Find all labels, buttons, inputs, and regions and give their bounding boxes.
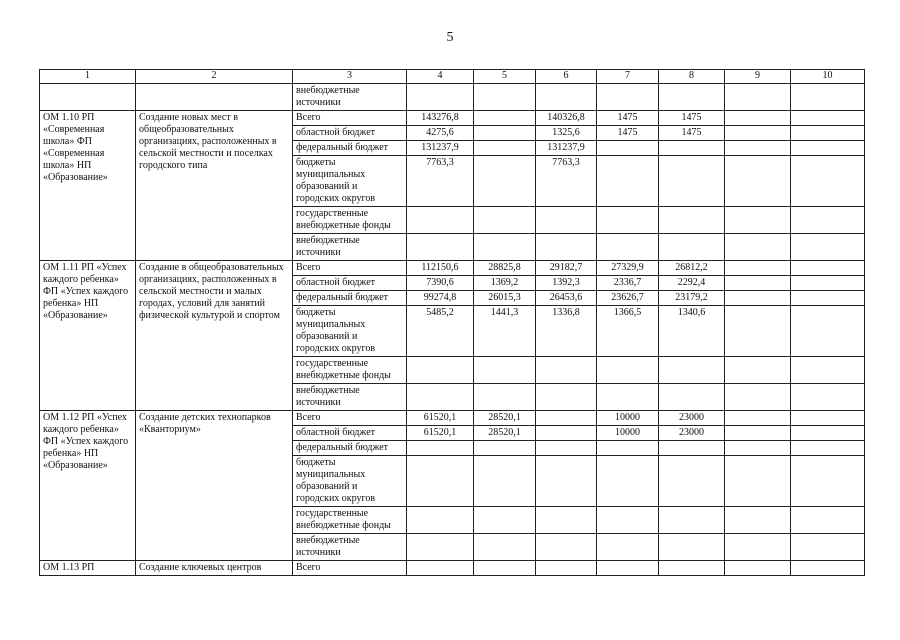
column-header: 4 [407, 70, 474, 84]
value-cell [791, 357, 865, 384]
value-cell [725, 411, 791, 426]
object-code: ОМ 1.11 РП «Успех каждого ребенка» ФП «Успех каждого ребенка» НП «Образование» [40, 261, 136, 411]
value-cell: 23000 [659, 426, 725, 441]
value-cell: 140326,8 [536, 111, 597, 126]
value-cell [659, 207, 725, 234]
value-cell [725, 234, 791, 261]
funding-source: бюджеты муниципальных образований и городских округов [293, 306, 407, 357]
value-cell [536, 84, 597, 111]
value-cell [536, 426, 597, 441]
value-cell: 10000 [597, 426, 659, 441]
value-cell: 1475 [659, 111, 725, 126]
value-cell [725, 141, 791, 156]
funding-source: областной бюджет [293, 126, 407, 141]
value-cell [791, 207, 865, 234]
value-cell [536, 234, 597, 261]
value-cell [725, 306, 791, 357]
value-cell [407, 561, 474, 576]
column-header: 6 [536, 70, 597, 84]
value-cell: 99274,8 [407, 291, 474, 306]
value-cell [536, 207, 597, 234]
value-cell [536, 411, 597, 426]
funding-source: Всего [293, 561, 407, 576]
value-cell [659, 234, 725, 261]
value-cell [659, 384, 725, 411]
value-cell [597, 561, 659, 576]
value-cell [474, 141, 536, 156]
value-cell: 61520,1 [407, 426, 474, 441]
value-cell: 1475 [659, 126, 725, 141]
value-cell [474, 126, 536, 141]
value-cell [659, 507, 725, 534]
value-cell [407, 357, 474, 384]
value-cell [725, 84, 791, 111]
value-cell: 28825,8 [474, 261, 536, 276]
funding-source: государственные внебюджетные фонды [293, 207, 407, 234]
value-cell [791, 261, 865, 276]
value-cell [725, 207, 791, 234]
value-cell [725, 111, 791, 126]
table-row [40, 111, 865, 126]
value-cell [791, 456, 865, 507]
value-cell: 23000 [659, 411, 725, 426]
value-cell [474, 534, 536, 561]
value-cell [791, 276, 865, 291]
value-cell [725, 384, 791, 411]
value-cell [725, 291, 791, 306]
value-cell [536, 561, 597, 576]
value-cell [791, 384, 865, 411]
value-cell [725, 126, 791, 141]
value-cell: 1475 [597, 126, 659, 141]
value-cell [407, 384, 474, 411]
column-header: 8 [659, 70, 725, 84]
value-cell [725, 441, 791, 456]
object-code: ОМ 1.13 РП [40, 561, 136, 576]
value-cell [791, 126, 865, 141]
value-cell [474, 357, 536, 384]
header-row [40, 70, 865, 84]
value-cell [659, 357, 725, 384]
value-cell: 26812,2 [659, 261, 725, 276]
value-cell [474, 234, 536, 261]
value-cell [407, 207, 474, 234]
value-cell: 10000 [597, 411, 659, 426]
value-cell [725, 426, 791, 441]
value-cell: 23626,7 [597, 291, 659, 306]
value-cell [791, 411, 865, 426]
value-cell [791, 507, 865, 534]
value-cell: 26453,6 [536, 291, 597, 306]
value-cell: 2336,7 [597, 276, 659, 291]
value-cell: 61520,1 [407, 411, 474, 426]
value-cell [474, 441, 536, 456]
funding-source: федеральный бюджет [293, 141, 407, 156]
funding-source: государственные внебюджетные фонды [293, 357, 407, 384]
value-cell: 1366,5 [597, 306, 659, 357]
value-cell [536, 357, 597, 384]
table-row [40, 561, 865, 576]
value-cell: 1475 [597, 111, 659, 126]
column-header: 2 [136, 70, 293, 84]
value-cell [725, 456, 791, 507]
value-cell [597, 534, 659, 561]
value-cell: 112150,6 [407, 261, 474, 276]
budget-table [39, 69, 865, 576]
value-cell: 7390,6 [407, 276, 474, 291]
value-cell: 1369,2 [474, 276, 536, 291]
value-cell: 1336,8 [536, 306, 597, 357]
funding-source: Всего [293, 111, 407, 126]
value-cell: 5485,2 [407, 306, 474, 357]
table-row [40, 261, 865, 276]
value-cell [474, 561, 536, 576]
object-code: ОМ 1.12 РП «Успех каждого ребенка» ФП «Успех каждого ребенка» НП «Образование» [40, 411, 136, 561]
value-cell [659, 534, 725, 561]
value-cell [725, 561, 791, 576]
value-cell [536, 534, 597, 561]
value-cell [659, 141, 725, 156]
value-cell [659, 456, 725, 507]
value-cell [597, 141, 659, 156]
value-cell [474, 207, 536, 234]
value-cell: 28520,1 [474, 411, 536, 426]
activity-description: Создание ключевых центров [136, 561, 293, 576]
funding-source: областной бюджет [293, 276, 407, 291]
value-cell [791, 234, 865, 261]
funding-source: внебюджетные источники [293, 234, 407, 261]
funding-source: Всего [293, 261, 407, 276]
value-cell [791, 84, 865, 111]
activity-description: Создание детских технопарков «Кванториум» [136, 411, 293, 561]
value-cell [597, 156, 659, 207]
value-cell [659, 84, 725, 111]
value-cell [791, 141, 865, 156]
column-header: 1 [40, 70, 136, 84]
value-cell [791, 156, 865, 207]
value-cell: 143276,8 [407, 111, 474, 126]
funding-source: внебюджетные источники [293, 534, 407, 561]
value-cell: 23179,2 [659, 291, 725, 306]
value-cell [536, 507, 597, 534]
value-cell [536, 384, 597, 411]
funding-source: федеральный бюджет [293, 291, 407, 306]
funding-source: бюджеты муниципальных образований и городских округов [293, 156, 407, 207]
value-cell [407, 456, 474, 507]
value-cell [791, 441, 865, 456]
value-cell [474, 84, 536, 111]
value-cell: 29182,7 [536, 261, 597, 276]
value-cell [791, 111, 865, 126]
value-cell: 27329,9 [597, 261, 659, 276]
value-cell [791, 534, 865, 561]
value-cell: 1325,6 [536, 126, 597, 141]
column-header: 9 [725, 70, 791, 84]
value-cell [659, 441, 725, 456]
value-cell [791, 561, 865, 576]
value-cell [725, 261, 791, 276]
value-cell [597, 507, 659, 534]
value-cell: 1392,3 [536, 276, 597, 291]
value-cell [474, 384, 536, 411]
value-cell [725, 276, 791, 291]
value-cell [597, 456, 659, 507]
value-cell [791, 306, 865, 357]
object-cell [40, 84, 136, 111]
value-cell [407, 441, 474, 456]
activity-cell [136, 84, 293, 111]
activity-description: Создание в общеобразовательных организациях, расположенных в сельской местности и малых городах, условий для занятий физической культурой и спортом [136, 261, 293, 411]
value-cell [597, 207, 659, 234]
value-cell: 1340,6 [659, 306, 725, 357]
funding-source: внебюджетные источники [293, 84, 407, 111]
value-cell: 7763,3 [407, 156, 474, 207]
value-cell [474, 111, 536, 126]
page-number: 5 [446, 30, 454, 45]
value-cell: 2292,4 [659, 276, 725, 291]
value-cell: 131237,9 [407, 141, 474, 156]
value-cell [407, 507, 474, 534]
value-cell [725, 357, 791, 384]
value-cell [597, 384, 659, 411]
value-cell [597, 84, 659, 111]
value-cell [474, 156, 536, 207]
value-cell [725, 156, 791, 207]
value-cell [536, 456, 597, 507]
value-cell: 7763,3 [536, 156, 597, 207]
value-cell [791, 426, 865, 441]
value-cell [407, 234, 474, 261]
value-cell [597, 441, 659, 456]
funding-source: Всего [293, 411, 407, 426]
funding-source: федеральный бюджет [293, 441, 407, 456]
value-cell [597, 234, 659, 261]
value-cell [407, 84, 474, 111]
table-row [40, 411, 865, 426]
value-cell: 131237,9 [536, 141, 597, 156]
column-header: 3 [293, 70, 407, 84]
column-header: 10 [791, 70, 865, 84]
funding-source: областной бюджет [293, 426, 407, 441]
activity-description: Создание новых мест в общеобразовательных организациях, расположенных в сельской местности и поселках городского типа [136, 111, 293, 261]
object-code: ОМ 1.10 РП «Современная школа» ФП «Современная школа» НП «Образование» [40, 111, 136, 261]
value-cell [659, 156, 725, 207]
value-cell: 26015,3 [474, 291, 536, 306]
column-header: 5 [474, 70, 536, 84]
value-cell [474, 456, 536, 507]
table-row [40, 84, 865, 111]
funding-source: государственные внебюджетные фонды [293, 507, 407, 534]
value-cell [725, 507, 791, 534]
value-cell [597, 357, 659, 384]
value-cell [725, 534, 791, 561]
value-cell [474, 507, 536, 534]
value-cell [536, 441, 597, 456]
value-cell [791, 291, 865, 306]
value-cell [659, 561, 725, 576]
column-header: 7 [597, 70, 659, 84]
value-cell [407, 534, 474, 561]
funding-source: бюджеты муниципальных образований и городских округов [293, 456, 407, 507]
funding-source: внебюджетные источники [293, 384, 407, 411]
value-cell: 4275,6 [407, 126, 474, 141]
value-cell: 1441,3 [474, 306, 536, 357]
value-cell: 28520,1 [474, 426, 536, 441]
